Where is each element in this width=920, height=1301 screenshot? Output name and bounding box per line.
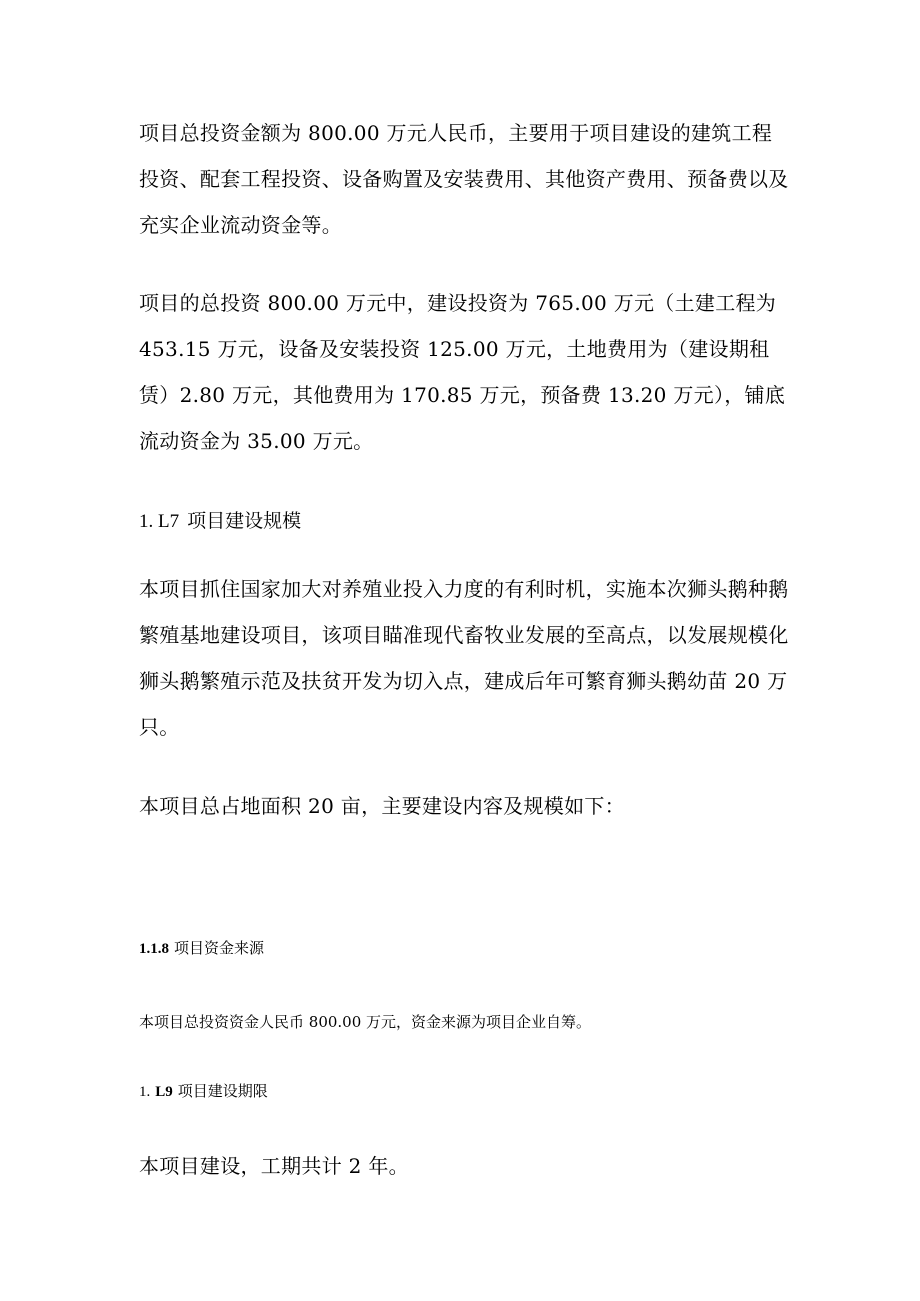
section-heading-construction-scale	[139, 506, 789, 537]
section-title: 项目建设规模	[187, 510, 302, 532]
paragraph-investment-breakdown: 项目的总投资 800.00 万元中，建设投资为 765.00 万元（土建工程为 453.15 万元，设备及安装投资 125.00 万元，土地费用为（建设期租赁）2.80 万元，其他费用为 170.85 万元，预备费 13.20 万元），铺底流动资金为 35.00 万元。	[139, 291, 786, 453]
section-heading-construction-period	[139, 1079, 789, 1104]
section-title: 项目建设期限	[177, 1082, 268, 1100]
section-heading-funding-source	[139, 936, 789, 961]
paragraph-funding-source: 本项目总投资资金人民币 800.00 万元，资金来源为项目企业自筹。	[139, 1013, 592, 1031]
section-prefix: 1.	[139, 1084, 151, 1100]
paragraph-project-background: 本项目抓住国家加大对养殖业投入力度的有利时机，实施本次狮头鹅种鹅繁殖基地建设项目，该项目瞄准现代畜牧业发展的至高点，以发展规模化狮头鹅繁殖示范及扶贫开发为切入点，建成后年可繁育狮头鹅幼苗 20 万只。	[139, 577, 789, 739]
paragraph-construction-period: 本项目建设，工期共计 2 年。	[139, 1154, 409, 1178]
section-number: L9	[155, 1084, 173, 1100]
section-number: 1. L7	[139, 511, 180, 532]
paragraph-total-investment: 项目总投资金额为 800.00 万元人民币，主要用于项目建设的建筑工程投资、配套工程投资、设备购置及安装费用、其他资产费用、预备费以及充实企业流动资金等。	[139, 121, 789, 237]
paragraph-land-area: 本项目总占地面积 20 亩，主要建设内容及规模如下：	[139, 794, 625, 818]
section-title: 项目资金来源	[174, 939, 265, 957]
section-number: 1.1.8	[139, 941, 169, 957]
